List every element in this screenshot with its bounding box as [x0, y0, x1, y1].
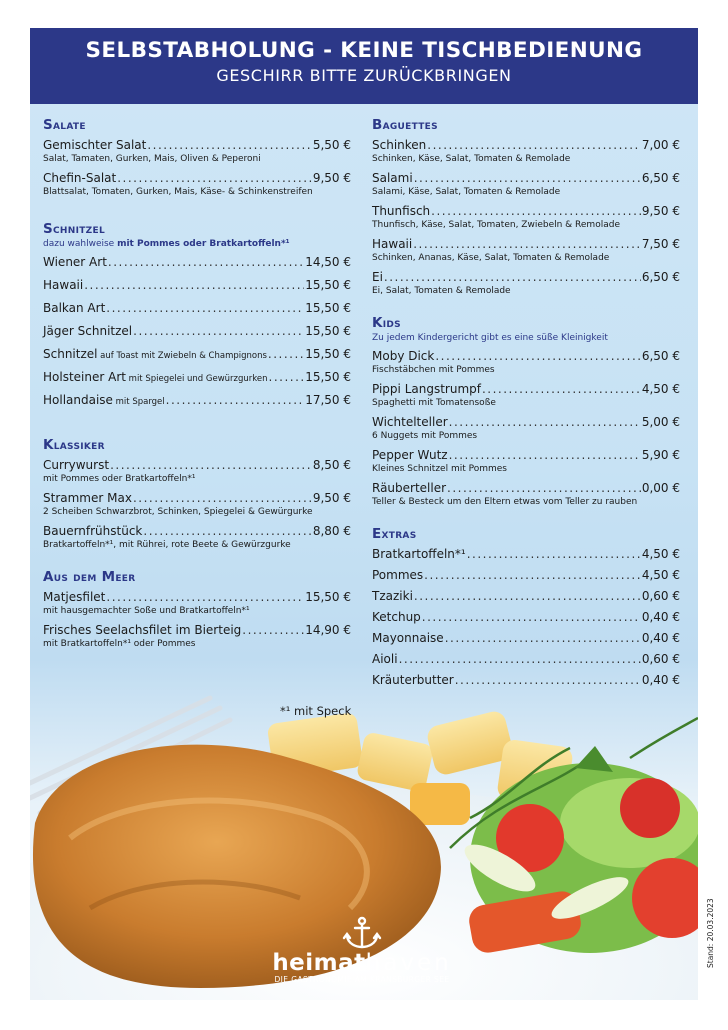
item-price: 8,50 €	[312, 458, 351, 472]
menu-item	[43, 254, 351, 272]
item-price: 5,90 €	[641, 448, 680, 462]
item-desc: Salami, Käse, Salat, Tomaten & Remolade	[372, 187, 561, 197]
header-title: SELBSTABHOLUNG - KEINE TISCHBEDIENUNG	[85, 38, 643, 63]
item-desc: Fischstäbchen mit Pommes	[372, 365, 495, 375]
item-desc: Salat, Tamaten, Gurken, Mais, Oliven & Peperoni	[43, 154, 261, 164]
menu-item	[43, 369, 351, 387]
item-price: 0,60 €	[641, 652, 680, 666]
menu-item	[372, 447, 680, 475]
note-bold: mit Pommes oder Bratkartoffeln*¹	[117, 239, 290, 249]
item-price: 15,50 €	[305, 347, 351, 361]
item-name: Pepper Wutz	[372, 448, 448, 462]
brand-logo	[262, 916, 462, 984]
menu-item	[372, 630, 680, 646]
item-price: 4,50 €	[641, 568, 680, 582]
section-title-kids: Kids	[372, 315, 401, 331]
item-name: Räuberteller	[372, 481, 447, 495]
item-desc: Schinken, Ananas, Käse, Salat, Tomaten & Remolade	[372, 253, 610, 263]
item-name: Currywurst	[43, 458, 110, 472]
note-text: dazu wahlweise	[43, 239, 118, 249]
item-price: 8,80 €	[312, 524, 351, 538]
header-banner	[30, 28, 698, 104]
item-desc: Schinken, Käse, Salat, Tomaten & Remolade	[372, 154, 571, 164]
menu-item	[43, 323, 351, 341]
item-name: Jäger Schnitzel	[43, 324, 133, 338]
item-name: Hawaii	[372, 237, 413, 251]
item-name: Pommes	[372, 568, 424, 582]
item-price: 5,50 €	[312, 138, 351, 152]
footnote: *¹ mit Speck	[280, 704, 352, 718]
menu-item	[372, 269, 680, 297]
item-desc: mit Pommes oder Bratkartoffeln*¹	[43, 474, 196, 484]
item-name: Mayonnaise	[372, 631, 444, 645]
section-title-schnitzel: Schnitzel	[43, 221, 105, 237]
item-name: Chefin-Salat	[43, 171, 117, 185]
item-desc: Spaghetti mit Tomatensoße	[372, 398, 496, 408]
brand-tagline: DIE GASTRONOMIE AM KRANSBURGER SEE	[274, 975, 450, 984]
item-name: Matjesfilet	[43, 590, 106, 604]
item-price: 14,90 €	[305, 623, 351, 637]
item-price: 7,50 €	[641, 237, 680, 251]
section-meer	[43, 568, 351, 650]
item-price: 0,00 €	[641, 481, 680, 495]
item-name: Holsteiner Art mit Spiegelei und Gewürzgurken	[43, 370, 268, 384]
item-name: Tzaziki	[372, 589, 413, 603]
item-price: 15,50 €	[305, 370, 351, 384]
item-price: 0,40 €	[641, 673, 680, 687]
menu-item	[372, 348, 680, 376]
section-salate	[43, 116, 351, 198]
menu-item	[43, 170, 351, 198]
brand-name: heimathaven	[272, 950, 452, 976]
menu-item	[372, 672, 680, 688]
item-price: 7,00 €	[641, 138, 680, 152]
item-desc: Kleines Schnitzel mit Pommes	[372, 464, 507, 474]
menu-item	[372, 381, 680, 409]
menu-item	[372, 651, 680, 667]
item-desc: Teller & Besteck um den Eltern etwas vom Teller zu rauben	[372, 497, 638, 507]
menu-item	[43, 300, 351, 318]
item-desc: 2 Scheiben Schwarzbrot, Schinken, Spiegelei & Gewürgurke	[43, 507, 313, 517]
item-price: 6,50 €	[641, 171, 680, 185]
item-desc: mit hausgemachter Soße und Bratkartoffeln*¹	[43, 606, 250, 616]
menu-item	[43, 457, 351, 485]
item-price: 0,60 €	[641, 589, 680, 603]
item-price: 6,50 €	[641, 270, 680, 284]
item-name: Bauernfrühstück	[43, 524, 143, 538]
menu-item	[372, 137, 680, 165]
menu-item	[372, 609, 680, 625]
item-price: 5,00 €	[641, 415, 680, 429]
menu-item	[372, 414, 680, 442]
item-price: 15,50 €	[305, 301, 351, 315]
menu-item	[372, 480, 680, 508]
section-title-klassiker: Klassiker	[43, 437, 105, 453]
item-name: Gemischter Salat	[43, 138, 147, 152]
item-price: 6,50 €	[641, 349, 680, 363]
section-extras	[372, 525, 680, 688]
menu-item	[43, 622, 351, 650]
menu-item	[372, 203, 680, 231]
item-desc: mit Bratkartoffeln*¹ oder Pommes	[43, 639, 196, 649]
item-name: Balkan Art	[43, 301, 106, 315]
item-desc: Bratkartoffeln*¹, mit Rührei, rote Beete & Gewürzgurke	[43, 540, 291, 550]
menu-item	[43, 392, 351, 410]
item-price: 15,50 €	[305, 278, 351, 292]
section-klassiker	[43, 436, 351, 551]
item-name: Wiener Art	[43, 255, 107, 269]
item-price: 15,50 €	[305, 590, 351, 604]
menu-item	[43, 346, 351, 364]
section-title-extras: Extras	[372, 526, 417, 542]
item-price: 9,50 €	[312, 491, 351, 505]
item-name: Salami	[372, 171, 413, 185]
menu-item	[43, 277, 351, 295]
item-name: Moby Dick	[372, 349, 435, 363]
item-name: Schinken	[372, 138, 427, 152]
right-column	[372, 116, 680, 705]
menu-item	[43, 589, 351, 617]
item-price: 0,40 €	[641, 631, 680, 645]
item-price: 15,50 €	[305, 324, 351, 338]
left-column	[43, 116, 351, 667]
item-name: Pippi Langstrumpf	[372, 382, 481, 396]
menu-item	[372, 588, 680, 604]
item-name: Hollandaise mit Spargel	[43, 393, 165, 407]
item-name: Wichtelteller	[372, 415, 448, 429]
item-name: Ketchup	[372, 610, 421, 624]
menu-item	[43, 523, 351, 551]
menu-item	[372, 170, 680, 198]
item-price: 14,50 €	[305, 255, 351, 269]
anchor-logo-icon	[342, 916, 382, 950]
section-baguettes	[372, 116, 680, 297]
section-title-meer: Aus dem Meer	[43, 569, 136, 585]
item-desc: Ei, Salat, Tomaten & Remolade	[372, 286, 511, 296]
item-desc: Blattsalat, Tomaten, Gurken, Mais, Käse- & Schinkenstreifen	[43, 187, 313, 197]
item-price: 9,50 €	[312, 171, 351, 185]
stand-date: Stand: 20.03.2023	[706, 898, 715, 968]
menu-item	[372, 236, 680, 264]
item-name: Ei	[372, 270, 383, 284]
item-name: Frisches Seelachsfilet im Bierteig	[43, 623, 242, 637]
item-desc: Thunfisch, Käse, Salat, Tomaten, Zwiebeln & Remolade	[372, 220, 620, 230]
menu-poster	[30, 28, 698, 1000]
section-schnitzel	[43, 220, 351, 410]
section-note-schnitzel	[43, 238, 351, 250]
section-note-kids: Zu jedem Kindergericht gibt es eine süße Kleinigkeit	[372, 333, 608, 343]
item-desc: 6 Nuggets mit Pommes	[372, 431, 478, 441]
menu-item	[43, 490, 351, 518]
item-name: Schnitzel auf Toast mit Zwiebeln & Champignons	[43, 347, 267, 361]
item-price: 4,50 €	[641, 547, 680, 561]
section-title-salate: Salate	[43, 117, 86, 133]
header-subtitle: GESCHIRR BITTE ZURÜCKBRINGEN	[216, 66, 512, 85]
item-name: Hawaii	[43, 278, 84, 292]
item-price: 0,40 €	[641, 610, 680, 624]
menu-item	[372, 567, 680, 583]
item-price: 9,50 €	[641, 204, 680, 218]
menu-item	[372, 546, 680, 562]
item-name: Thunfisch	[372, 204, 431, 218]
item-price: 17,50 €	[305, 393, 351, 407]
item-name: Aioli	[372, 652, 398, 666]
item-name: Kräuterbutter	[372, 673, 454, 687]
menu-item	[43, 137, 351, 165]
item-name: Strammer Max	[43, 491, 132, 505]
item-name: Bratkartoffeln*¹	[372, 547, 466, 561]
section-kids	[372, 314, 680, 508]
section-title-baguettes: Baguettes	[372, 117, 438, 133]
item-price: 4,50 €	[641, 382, 680, 396]
